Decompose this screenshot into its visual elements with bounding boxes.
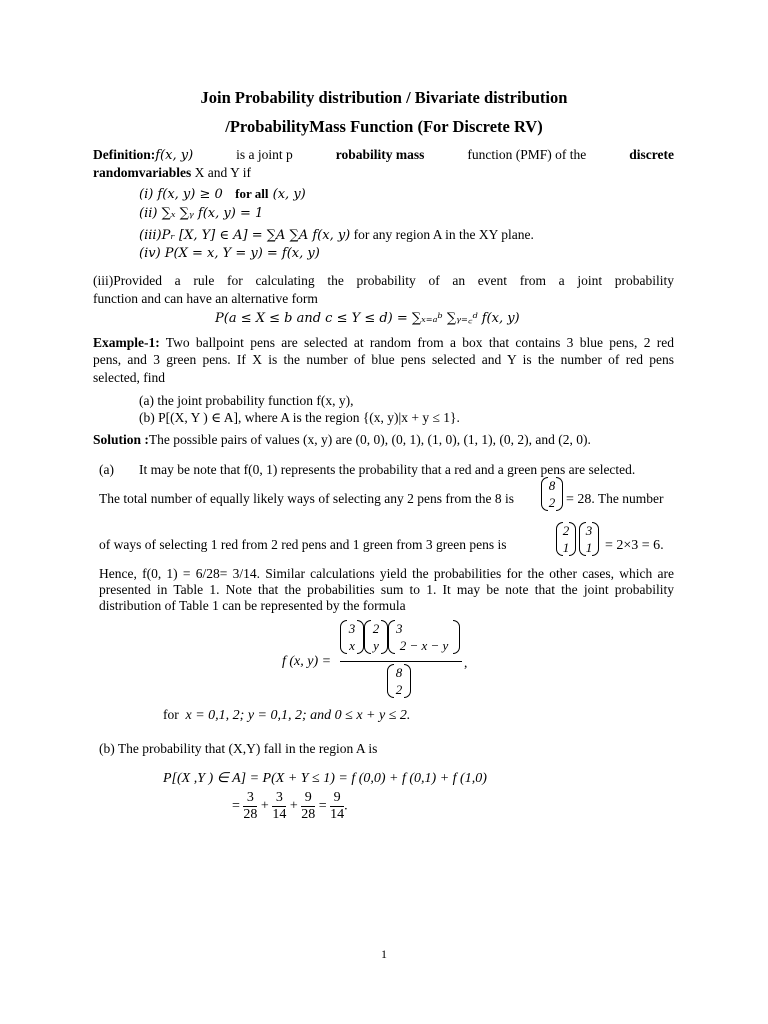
condition-1-text: (i) f(x, y) ≥ 0: [139, 187, 223, 202]
formula-denominator: [387, 664, 411, 698]
fraction-3-28: [243, 790, 257, 823]
page-number: 1: [381, 947, 387, 961]
denominator: 28: [301, 807, 316, 822]
ways-result: [605, 536, 664, 554]
formula-comma: ,: [464, 655, 468, 670]
total-result: [566, 490, 664, 508]
formula-lhs: f (x, y) =: [282, 654, 332, 669]
condition-3: [139, 226, 534, 244]
condition-3-tail: for any region A in the XY plane.: [350, 227, 534, 242]
domain-for: for: [163, 707, 179, 722]
example-part-a: (a) the joint probability function f(x, y),: [139, 393, 354, 408]
total-tail: . The number: [591, 491, 664, 506]
eq-sign: =: [232, 798, 240, 814]
example-line-1: [93, 334, 674, 351]
example-line1-text: Two ballpoint pens are selected at random from a box that contains 3 blue pens, 2 red: [159, 335, 674, 350]
part-b-text: (b) The probability that (X,Y) fall in the region A is: [99, 741, 378, 756]
example-part-b: (b) P[(X, Y ) ∈ A], where A is the region {(x, y)|x + y ≤ 1}.: [139, 410, 460, 425]
condition-1: [139, 186, 306, 202]
definition-bold-a: robability mass: [335, 147, 425, 162]
definition-text-b: function (PMF) of the: [467, 147, 587, 162]
binom-bottom: 2: [548, 495, 556, 510]
binom-top: 2: [562, 523, 570, 538]
domain-text: x = 0,1, 2; y = 0,1, 2; and 0 ≤ x + y ≤ 2.: [185, 708, 411, 723]
hence-line-1: Hence, f(0, 1) = 6/28= 3/14. Similar calculations yield the probabilities for the other cases, which are: [99, 566, 674, 581]
denominator: 14: [330, 807, 345, 822]
fraction-9-14: [330, 790, 344, 823]
binom-bottom: 2: [395, 682, 403, 697]
definition-bold-b: discrete: [629, 147, 674, 162]
definition-func: f(x, y): [155, 148, 194, 163]
fraction-9-28: [301, 790, 315, 823]
binom-top: 3: [348, 621, 356, 636]
binom-bottom: x: [349, 638, 355, 653]
binom-bottom: y: [373, 638, 379, 653]
ways-result-value: = 2×3 = 6: [605, 538, 661, 553]
binom-bottom: 2 − x − y: [399, 638, 449, 653]
condition-4: (iv) P(X = x, Y = y) = f(x, y): [139, 246, 320, 261]
definition-line2-text: X and Y if: [191, 165, 252, 180]
formula-fraction-bar: [340, 661, 462, 662]
binom-2-1: [556, 522, 576, 556]
part-a-text: It may be note that f(0, 1) represents the probability that a red and a green pens are selected.: [139, 462, 636, 477]
part-b-line-2: [232, 790, 348, 823]
binom-top: 8: [548, 478, 556, 493]
binom-top: 3: [396, 621, 403, 636]
rule-line-2: function and can have an alternative form: [93, 291, 318, 306]
numerator: 9: [301, 790, 315, 807]
binom-top: 2: [372, 621, 380, 636]
solution-label: Solution :: [93, 432, 149, 447]
binom-top: 3: [585, 523, 593, 538]
condition-1-bold: for all: [235, 186, 269, 201]
formula-numerator: [340, 620, 460, 654]
definition-line-2: [93, 164, 251, 181]
definition-label: Definition:: [93, 147, 156, 162]
fraction-3-14: [272, 790, 286, 823]
condition-2: (ii) ∑ₓ ∑ᵧ f(x, y) = 1: [139, 206, 264, 221]
total-ways-text: The total number of equally likely ways of selecting any 2 pens from the 8 is: [99, 491, 515, 506]
condition-1-tail: (x, y): [272, 187, 306, 202]
rule-line-1: (iii)Provided a rule for calculating the probability of an event from a joint probability: [93, 273, 674, 288]
solution-line: [93, 431, 591, 448]
eq-sign: =: [318, 798, 327, 814]
binom-bottom: 1: [585, 540, 593, 555]
title-line-2: /ProbabilityMass Function (For Discrete RV): [225, 117, 543, 136]
condition-3-formula: (iii)Pᵣ [X, Y] ∈ A] = ∑A ∑A f(x, y): [139, 228, 351, 243]
numerator: 9: [330, 790, 344, 807]
ways-text: of ways of selecting 1 red from 2 red pens and 1 green from 3 green pens is: [99, 537, 507, 552]
part-b-line-1: P[(X ,Y ) ∈ A] = P(X + Y ≤ 1) = f (0,0) + f (0,1) + f (1,0): [163, 771, 487, 786]
solution-text: The possible pairs of values (x, y) are (0, 0), (0, 1), (1, 0), (1, 1), (0, 2), and (2, 0).: [148, 432, 591, 447]
ways-tail: .: [660, 537, 664, 552]
domain-line: [163, 706, 410, 724]
example-label: Example-1:: [93, 335, 160, 350]
binom-3-1: [579, 522, 599, 556]
definition-line-1: [93, 146, 674, 164]
definition-text-a: is a joint p: [236, 147, 293, 162]
binom-top: 8: [395, 665, 403, 680]
definition-line2-bold: randomvariables: [93, 165, 192, 180]
example-line-3: selected, find: [93, 370, 165, 385]
binom-bottom: 1: [562, 540, 570, 555]
plus-sign: +: [289, 798, 298, 814]
example-line-2: pens, and 3 green pens. If X is the number of blue pens selected and Y is the number of red pens: [93, 352, 674, 367]
rule-formula: P(a ≤ X ≤ b and c ≤ Y ≤ d) = ∑ₓ₌ₐᵇ ∑ᵧ₌꜀ᵈ f(x, y): [215, 311, 520, 326]
period: .: [344, 798, 348, 814]
plus-sign: +: [260, 798, 269, 814]
part-a-label: (a): [99, 462, 114, 477]
hence-line-3: distribution of Table 1 can be represented by the formula: [99, 598, 406, 613]
hence-line-2: presented in Table 1. Note that the probabilities sum to 1. It may be note that the joint probability: [99, 582, 674, 597]
numerator: 3: [272, 790, 286, 807]
title-line-1: Join Probability distribution / Bivariate distribution: [200, 88, 568, 107]
total-result-value: = 28: [566, 492, 592, 507]
denominator: 14: [272, 807, 287, 822]
binom-8-2: [541, 477, 563, 511]
numerator: 3: [243, 790, 257, 807]
denominator: 28: [243, 807, 258, 822]
